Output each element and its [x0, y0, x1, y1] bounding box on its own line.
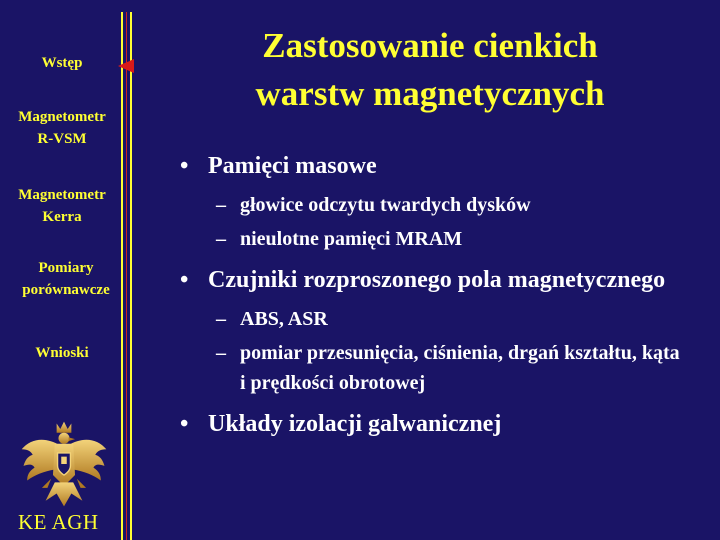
bullet-item	[180, 408, 680, 440]
nav-item-magnetometr-kerra[interactable]: Magnetometr Kerra	[18, 187, 106, 225]
bullet-text: Czujniki rozproszonego pola magnetycznego	[208, 267, 666, 293]
eagle-emblem-icon	[18, 418, 110, 510]
dash-icon: –	[216, 342, 226, 364]
sub-bullet-text: głowice odczytu twardych dysków	[240, 194, 531, 216]
bullet-item	[180, 150, 680, 182]
slide-title: Zastosowanie cienkich warstw magnetycznych	[255, 26, 605, 113]
nav-item-wnioski[interactable]: Wnioski	[35, 345, 89, 361]
bullet-text: Układy izolacji galwanicznej	[208, 411, 502, 437]
bullet-item	[180, 264, 680, 296]
nav-item-magnetometr-rvsm[interactable]: Magnetometr R-VSM	[18, 109, 106, 147]
nav-divider-left	[121, 12, 123, 540]
bullet-text: Pamięci masowe	[208, 153, 377, 179]
sub-bullet-item	[180, 338, 680, 398]
bullet-icon: •	[180, 153, 189, 179]
sub-bullet-item	[180, 224, 680, 254]
active-section-arrow-icon	[118, 59, 134, 73]
footer-label: KE AGH	[18, 510, 99, 534]
dash-icon: –	[216, 228, 226, 250]
sub-bullet-item	[180, 190, 680, 220]
nav-item-wstep[interactable]: Wstęp	[41, 55, 83, 71]
sub-bullet-text: ABS, ASR	[240, 308, 328, 330]
bullet-icon: •	[180, 267, 189, 293]
nav-item-pomiary-porownawcze[interactable]: Pomiary porównawcze	[22, 260, 110, 298]
dash-icon: –	[216, 308, 226, 330]
sub-bullet-item	[180, 304, 680, 334]
nav-divider-right	[130, 12, 132, 540]
sub-bullet-text: nieulotne pamięci MRAM	[240, 228, 463, 250]
nav-divider-middle	[126, 12, 127, 540]
bullet-icon: •	[180, 411, 189, 437]
dash-icon: –	[216, 194, 226, 216]
sub-bullet-text: pomiar przesunięcia, ciśnienia, drgań kształtu, kąta i prędkości obrotowej	[240, 342, 680, 394]
slide-content	[180, 150, 680, 440]
